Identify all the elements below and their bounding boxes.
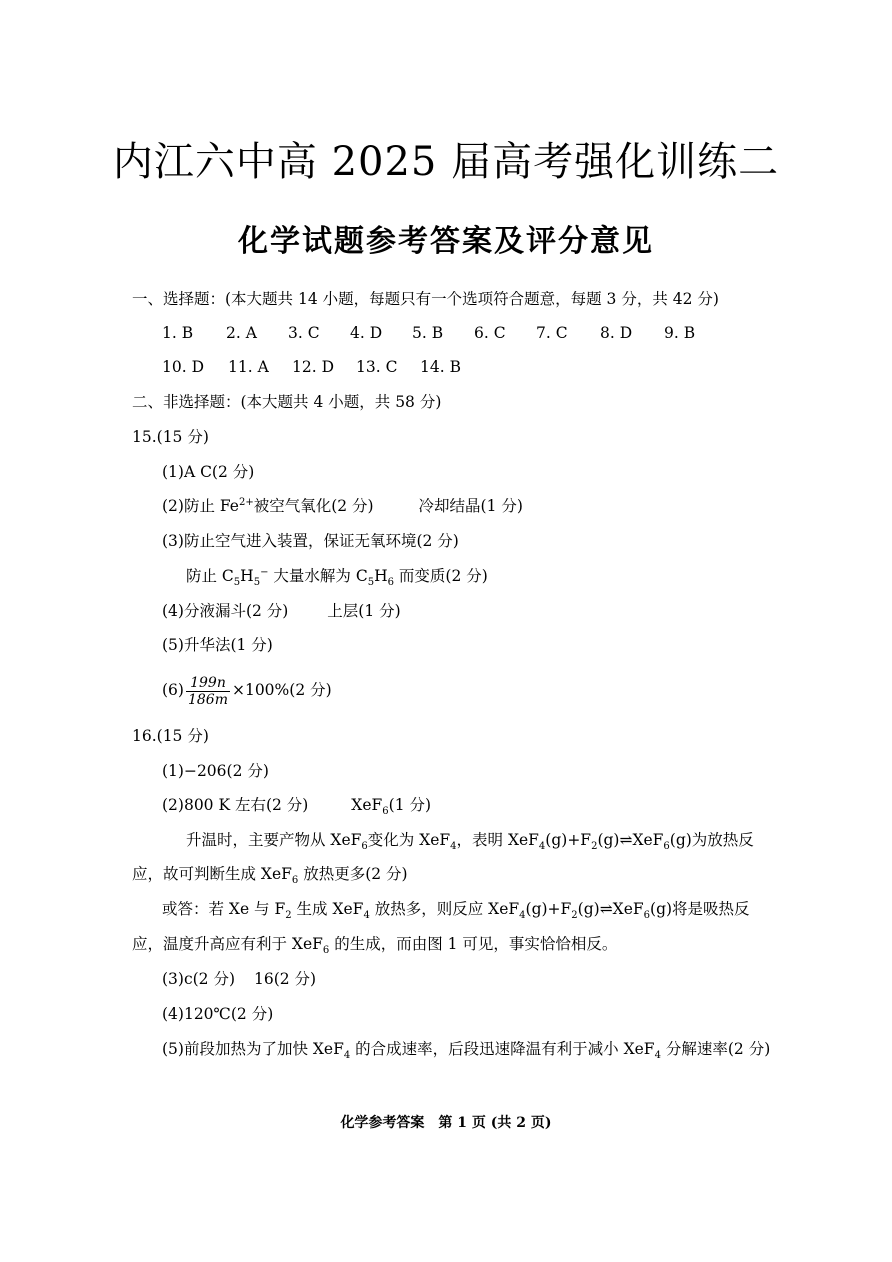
q15-part4 xyxy=(162,600,401,622)
q16-explanation-2 xyxy=(162,898,750,920)
answer-item: 3. C xyxy=(288,324,320,342)
text-run: ，表明 XeF xyxy=(456,831,539,849)
q16-explanation-1 xyxy=(186,829,754,851)
subscript: 6 xyxy=(387,577,394,589)
fraction-denominator: 186m xyxy=(187,691,228,708)
superscript: − xyxy=(260,566,269,578)
subscript: 6 xyxy=(663,841,670,853)
q16-explanation-1-cont xyxy=(132,863,408,885)
text-run: 的合成速率，后段迅速降温有利于减小 XeF xyxy=(350,1040,655,1058)
q16-part4: (4)120℃(2 分) xyxy=(162,1005,274,1023)
subscript: 5 xyxy=(253,577,261,589)
subscript: 4 xyxy=(363,910,370,922)
text-run: (6) xyxy=(162,681,184,699)
text-run: 放热多，则反应 XeF xyxy=(369,900,520,918)
subscript: 2 xyxy=(571,910,578,922)
text-run: XeF xyxy=(351,796,383,814)
answer-item: 4. D xyxy=(350,324,383,342)
text-run: (g)+F xyxy=(525,900,572,918)
answer-item: 10. D xyxy=(162,358,205,376)
answer-item: 11. A xyxy=(228,358,269,376)
subscript: 5 xyxy=(233,577,241,589)
text-run: (2)防止 Fe xyxy=(162,497,239,515)
subscript: 4 xyxy=(538,841,546,853)
text-run: 放热更多(2 分) xyxy=(298,865,408,883)
text-run: H xyxy=(240,567,254,585)
q16-part2 xyxy=(162,794,431,816)
page-footer: 化学参考答案 第 1 页 (共 2 页) xyxy=(340,1115,552,1131)
subscript: 2 xyxy=(591,841,598,853)
subscript: 6 xyxy=(361,841,368,853)
text-run: 大量水解为 C xyxy=(268,567,368,585)
fraction-numerator: 199n xyxy=(186,675,230,692)
text-run: 生成 XeF xyxy=(291,900,364,918)
text-run: 或答：若 Xe 与 F xyxy=(162,900,286,918)
text-run: 上层(1 分) xyxy=(327,602,401,620)
subscript: 6 xyxy=(382,806,389,818)
text-run: (1 分) xyxy=(388,796,432,814)
answer-item: 13. C xyxy=(356,358,398,376)
answer-item: 8. D xyxy=(600,324,633,342)
section2-heading: 二、非选择题：(本大题共 4 小题，共 58 分) xyxy=(132,393,442,411)
text-run: (g)⇌XeF xyxy=(597,831,664,849)
text-run: (g)将是吸热反 xyxy=(650,900,750,918)
q15-part2 xyxy=(162,495,523,517)
text-run: H xyxy=(374,567,388,585)
text-run: 应，故可判断生成 XeF xyxy=(132,865,292,883)
q16-part3 xyxy=(162,968,316,990)
subscript: 2 xyxy=(285,910,292,922)
text-run: 被空气氧化(2 分) xyxy=(253,497,374,515)
q15-part1: (1)A C(2 分) xyxy=(162,463,255,481)
text-run: 变化为 XeF xyxy=(367,831,451,849)
q15-part6 xyxy=(162,672,332,708)
answer-item: 6. C xyxy=(474,324,506,342)
q15-part3: (3)防止空气进入装置，保证无氧环境(2 分) xyxy=(162,532,459,550)
text-run: (g)为放热反 xyxy=(669,831,754,849)
subscript: 6 xyxy=(291,875,299,887)
answers-row-2 xyxy=(162,356,461,378)
superscript: 2+ xyxy=(238,496,254,508)
text-run: ×100%(2 分) xyxy=(231,681,332,699)
q16-part1: (1)−206(2 分) xyxy=(162,762,269,780)
section1-heading: 一、选择题：(本大题共 14 小题，每题只有一个选项符合题意，每题 3 分，共 42 分) xyxy=(132,290,719,308)
text-run: 防止 C xyxy=(186,567,234,585)
answer-item: 1. B xyxy=(162,324,194,342)
subscript: 4 xyxy=(450,841,457,853)
text-run: (g)+F xyxy=(545,831,592,849)
text-run: (2)800 K 左右(2 分) xyxy=(162,796,309,814)
text-run: (4)分液漏斗(2 分) xyxy=(162,602,289,620)
subscript: 4 xyxy=(654,1050,661,1062)
subscript: 6 xyxy=(643,910,651,922)
text-run: 16(2 分) xyxy=(253,970,317,988)
q15-heading: 15.(15 分) xyxy=(132,428,209,446)
text-run: (5)前段加热为了加快 XeF xyxy=(162,1040,344,1058)
q16-part5 xyxy=(162,1038,770,1060)
text-run: 分解速率(2 分) xyxy=(660,1040,771,1058)
answer-item: 12. D xyxy=(292,358,335,376)
page-subtitle: 化学试题参考答案及评分意见 xyxy=(238,224,654,259)
answer-item: 2. A xyxy=(226,324,257,342)
q15-part5: (5)升华法(1 分) xyxy=(162,636,273,654)
text-run: 而变质(2 分) xyxy=(393,567,488,585)
text-run: 应，温度升高应有利于 XeF xyxy=(132,935,323,953)
subscript: 4 xyxy=(519,910,526,922)
subscript: 4 xyxy=(343,1050,351,1062)
text-run: (g)⇌XeF xyxy=(577,900,644,918)
answer-item: 9. B xyxy=(664,324,696,342)
text-run: 的生成，而由图 1 可见，事实恰恰相反。 xyxy=(329,935,618,953)
page-title: 内江六中高 2025 届高考强化训练二 xyxy=(112,139,780,185)
q15-part3-b xyxy=(186,565,488,587)
answer-item: 5. B xyxy=(412,324,444,342)
subscript: 5 xyxy=(367,577,375,589)
text-run: (3)c(2 分) xyxy=(162,970,236,988)
text-run: 冷却结晶(1 分) xyxy=(418,497,523,515)
q16-heading: 16.(15 分) xyxy=(132,727,209,745)
text-run: 升温时，主要产物从 XeF xyxy=(186,831,362,849)
answer-item: 14. B xyxy=(420,358,461,376)
answers-row-1 xyxy=(162,322,695,344)
subscript: 6 xyxy=(322,945,330,957)
fraction xyxy=(186,675,230,708)
answer-item: 7. C xyxy=(536,324,568,342)
q16-explanation-2-cont xyxy=(132,933,617,955)
